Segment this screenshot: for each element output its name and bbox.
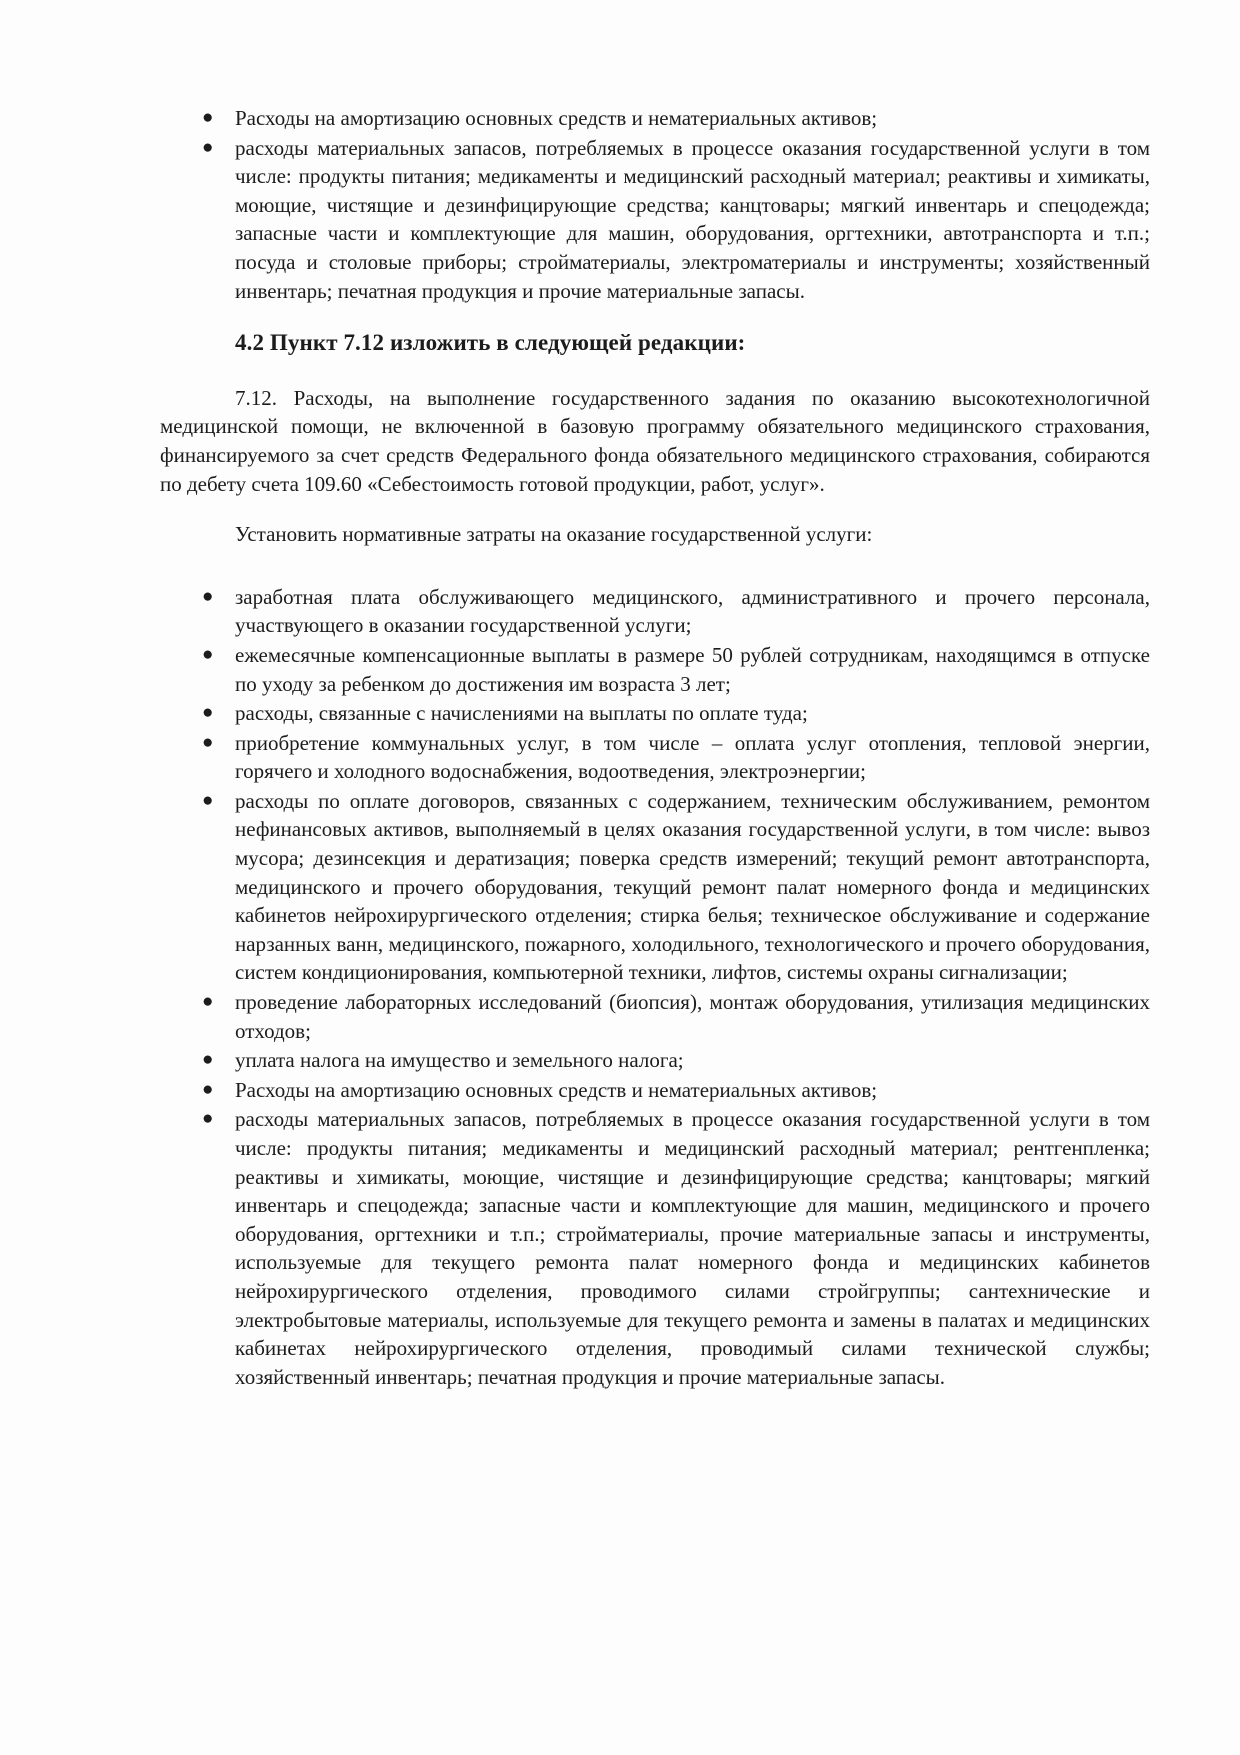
bullet-icon: ● <box>202 789 214 811</box>
subheading: Установить нормативные затраты на оказание государственной услуги: <box>235 522 873 547</box>
list-item-text: Расходы на амортизацию основных средств и нематериальных активов; <box>235 1077 878 1102</box>
list-item-text: уплата налога на имущество и земельного налога; <box>235 1048 684 1073</box>
list-item <box>160 1046 1150 1075</box>
bullet-icon: ● <box>202 585 214 607</box>
list-item-text: заработная плата обслуживающего медицинского, административного и прочего персонала, участвующего в оказании государственной услуги; <box>235 584 1150 638</box>
list-item <box>160 134 1150 306</box>
list-item-text: Расходы на амортизацию основных средств и нематериальных активов; <box>235 106 878 130</box>
bullet-icon: ● <box>202 1108 214 1130</box>
list-item <box>160 104 1150 133</box>
list-item-text: приобретение коммунальных услуг, в том числе – оплата услуг отопления, тепловой энергии, горячего и холодного водоснабжения, водоотведения, электроэнергии; <box>235 730 1150 784</box>
bullet-icon: ● <box>202 107 214 128</box>
list-item-text: расходы, связанные с начислениями на выплаты по оплате туда; <box>235 701 808 726</box>
list-item <box>160 1105 1150 1391</box>
list-item <box>160 699 1150 728</box>
list-item <box>160 988 1150 1045</box>
list-item-text: ежемесячные компенсационные выплаты в размере 50 рублей сотрудникам, находящимся в отпуске по уходу за ребенком до достижения им возраста 3 лет; <box>235 642 1150 696</box>
bullet-list-2 <box>160 583 1150 1392</box>
bullet-icon: ● <box>202 991 214 1013</box>
list-item-text: расходы материальных запасов, потребляемых в процессе оказания государственной услуги в том числе: продукты питания; медикаменты и медицинский расходный материал; реактивы и химикаты, моющие, чистящие и дезинфицирующие средства; канцтовары; мягкий инвентарь и спецодежда; запасные части и комплектующие для машин, оборудования, оргтехники, автотранспорта и т.п.; посуда и столовые приборы; стройматериалы, электроматериалы и инструменты; хозяйственный инвентарь; печатная продукция и прочие материальные запасы. <box>235 135 1150 303</box>
bullet-icon: ● <box>202 702 214 724</box>
list-item <box>160 641 1150 698</box>
bullet-list-1 <box>160 104 1150 305</box>
bullet-icon: ● <box>202 1078 214 1100</box>
list-item <box>160 729 1150 786</box>
list-item-text: проведение лабораторных исследований (биопсия), монтаж оборудования, утилизация медицинских отходов; <box>235 990 1150 1043</box>
bullet-icon: ● <box>202 1049 214 1071</box>
paragraph-7-12: 7.12. Расходы, на выполнение государственного задания по оказанию высокотехнологичной медицинской помощи, не включенной в базовую программу обязательного медицинского страхования, финансируемого за счет средств Федерального фонда обязательного медицинского страхования, собираются по дебету счета 109.60 «Себестоимость готовой продукции, работ, услуг». <box>160 385 1150 496</box>
list-item-text: расходы материальных запасов, потребляемых в процессе оказания государственной услуги в том числе: продукты питания; медикаменты и медицинский расходный материал; рентгенпленка; реактивы и химикаты, моющие, чистящие и дезинфицирующие средства; канцтовары; мягкий инвентарь и спецодежда; запасные части и комплектующие для машин, медицинского и прочего оборудования, оргтехники и т.п.; стройматериалы, прочие материальные запасы и инструменты, используемые для текущего ремонта палат номерного фонда и медицинских кабинетов нейрохирургического отделения, проводимого силами стройгруппы; сантехнические и электробытовые материалы, используемые для текущего ремонта и замены в палатах и медицинских кабинетах нейрохирургического отделения, проводимый силами технической службы; хозяйственный инвентарь; печатная продукция и прочие материальные запасы. <box>235 1107 1150 1389</box>
document-content <box>160 104 1150 1392</box>
bullet-icon: ● <box>202 643 214 665</box>
list-item-text: расходы по оплате договоров, связанных с содержанием, техническим обслуживанием, ремонтом нефинансовых активов, выполняемый в целях оказания государственной услуги, в том числе: вывоз мусора; дезинсекция и дератизация; поверка средств измерений; текущий ремонт автотранспорта, медицинского и прочего оборудования, текущий ремонт палат номерного фонда и медицинских кабинетов нейрохирургического отделения; стирка белья; техническое обслуживание и содержание нарзанных ванн, медицинского, пожарного, холодильного, технологического и прочего оборудования, систем кондиционирования, компьютерной техники, лифтов, системы охраны сигнализации; <box>235 788 1150 985</box>
list-item <box>160 1076 1150 1105</box>
section-heading: 4.2 Пункт 7.12 изложить в следующей редакции: <box>235 330 746 356</box>
bullet-icon: ● <box>202 731 214 753</box>
bullet-icon: ● <box>202 136 214 158</box>
list-item <box>160 583 1150 640</box>
list-item <box>160 787 1150 987</box>
